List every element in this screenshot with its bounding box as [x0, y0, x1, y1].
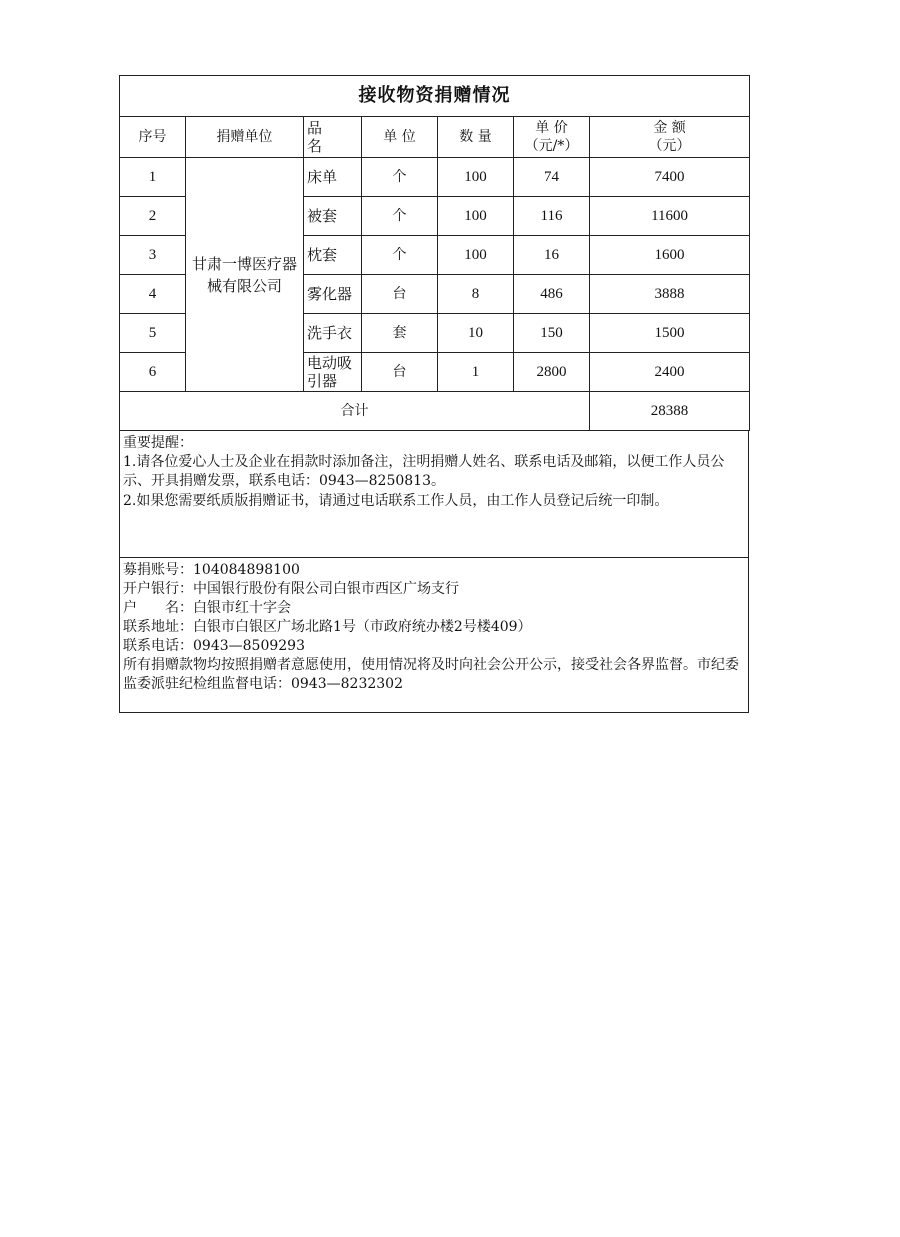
header-donor: 捐赠单位	[186, 117, 304, 158]
row-item-line1: 电动吸	[307, 354, 353, 372]
name-line	[123, 599, 745, 618]
row-item: 洗手衣	[304, 314, 362, 353]
notes-heading: 重要提醒：	[123, 435, 193, 451]
account-label: 募捐账号：	[123, 562, 193, 578]
row-item: 被套	[304, 197, 362, 236]
bank-value: 中国银行股份有限公司白银市西区广场支行	[193, 581, 459, 597]
row-amount: 1500	[590, 314, 750, 353]
row-item	[304, 353, 362, 392]
row-item-line2: 引器	[307, 372, 338, 390]
row-unit: 套	[362, 314, 438, 353]
row-no: 5	[120, 314, 186, 353]
donor-cell	[186, 158, 304, 392]
row-unit: 台	[362, 275, 438, 314]
row-price: 2800	[514, 353, 590, 392]
row-amount: 1600	[590, 236, 750, 275]
row-no: 4	[120, 275, 186, 314]
header-row	[120, 117, 750, 158]
donation-table	[119, 75, 750, 431]
name-value: 白银市红十字会	[193, 600, 291, 616]
address-value: 白银市白银区广场北路1号（市政府统办楼2号楼409）	[193, 619, 532, 635]
account-line	[123, 561, 745, 580]
address-label: 联系地址：	[123, 619, 193, 635]
header-amount	[590, 117, 750, 158]
notes-item-2: 2.如果您需要纸质版捐赠证书，请通过电话联系工作人员，由工作人员登记后统一印制。	[123, 493, 669, 509]
notes-section	[119, 431, 749, 558]
row-item: 雾化器	[304, 275, 362, 314]
table-row	[120, 158, 750, 197]
donation-document	[119, 75, 749, 713]
address-line	[123, 618, 745, 637]
total-amount: 28388	[590, 392, 750, 431]
row-qty: 100	[438, 197, 514, 236]
row-unit: 个	[362, 158, 438, 197]
row-qty: 10	[438, 314, 514, 353]
phone-line	[123, 637, 745, 656]
notes-item-1: 1.请各位爱心人士及企业在捐款时添加备注，注明捐赠人姓名、联系电话及邮箱，以便工作人员公示、开具捐赠发票，联系电话：0943—8250813。	[123, 454, 725, 489]
row-amount: 2400	[590, 353, 750, 392]
row-item: 床单	[304, 158, 362, 197]
row-price: 150	[514, 314, 590, 353]
row-no: 6	[120, 353, 186, 392]
phone-label: 联系电话：	[123, 638, 193, 654]
row-no: 3	[120, 236, 186, 275]
row-unit: 个	[362, 197, 438, 236]
row-qty: 8	[438, 275, 514, 314]
header-no: 序号	[120, 117, 186, 158]
row-qty: 1	[438, 353, 514, 392]
row-qty: 100	[438, 236, 514, 275]
row-amount: 7400	[590, 158, 750, 197]
statement-text: 所有捐赠款物均按照捐赠者意愿使用，使用情况将及时向社会公开公示，接受社会各界监督。市纪委监委派驻纪检组监督电话：0943—8232302	[123, 657, 739, 692]
row-price: 16	[514, 236, 590, 275]
row-no: 2	[120, 197, 186, 236]
donor-line2: 械有限公司	[206, 276, 282, 295]
row-price: 74	[514, 158, 590, 197]
donor-line1: 甘肃一博医疗器	[191, 254, 297, 273]
total-label: 合计	[120, 392, 590, 431]
row-item: 枕套	[304, 236, 362, 275]
row-no: 1	[120, 158, 186, 197]
row-amount: 3888	[590, 275, 750, 314]
header-item	[304, 117, 362, 158]
row-price: 486	[514, 275, 590, 314]
row-unit: 个	[362, 236, 438, 275]
name-label: 户 名：	[123, 600, 193, 616]
header-unit: 单 位	[362, 117, 438, 158]
row-qty: 100	[438, 158, 514, 197]
header-amount-line1: 金 额	[653, 120, 686, 136]
row-unit: 台	[362, 353, 438, 392]
total-row	[120, 392, 750, 431]
header-price	[514, 117, 590, 158]
bank-line	[123, 580, 745, 599]
table-title: 接收物资捐赠情况	[120, 76, 750, 117]
row-amount: 11600	[590, 197, 750, 236]
account-info-section	[119, 558, 749, 713]
header-qty: 数 量	[438, 117, 514, 158]
header-price-line2: （元/*）	[524, 138, 579, 154]
header-amount-line2: （元）	[648, 138, 691, 154]
header-item-line2: 名	[307, 137, 323, 155]
bank-label: 开户银行：	[123, 581, 193, 597]
header-price-line1: 单 价	[535, 120, 568, 136]
row-price: 116	[514, 197, 590, 236]
header-item-line1: 品	[307, 119, 323, 137]
phone-value: 0943—8509293	[193, 638, 305, 654]
account-value: 104084898100	[193, 562, 300, 578]
